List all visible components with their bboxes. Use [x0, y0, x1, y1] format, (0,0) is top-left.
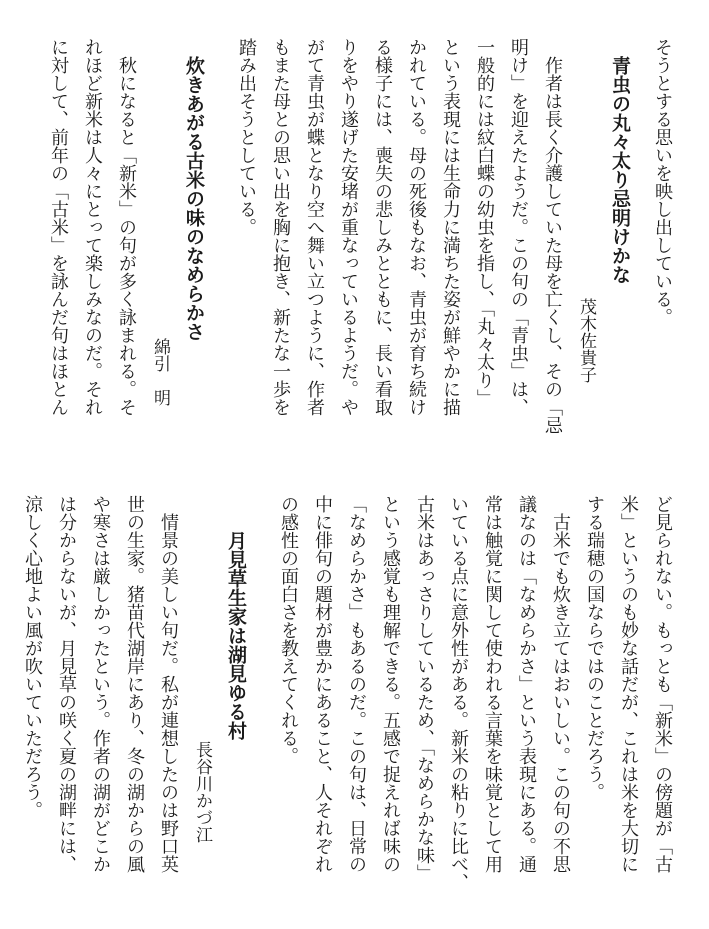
essay2-cont-line: 「なめらかさ」もあるのだ。この句は、日常の [346, 495, 367, 873]
haiku-title-tsukimisou: 月見草生家は湖見ゆる村 [225, 531, 247, 740]
essay1-line: 踏み出そうとしている。 [236, 38, 257, 236]
author-name-mogi: 茂木佐貴子 [576, 298, 596, 383]
essay2-cont-line: という感覚も理解できる。五感で捉えれば味の [380, 495, 401, 873]
essay3-line: 涼しく心地よい風が吹いていただろう。 [22, 495, 43, 819]
essay3-line: 情景の美しい句だ。私が連想したのは野口英 [158, 513, 179, 873]
essay2-line: 秋になると「新米」の句が多く詠まれる。そ [116, 56, 137, 416]
author-name-hasegawa: 長谷川かづ江 [192, 741, 212, 843]
essay2-cont-line: ど見られない。もっとも「新米」の傍題が「古 [652, 495, 673, 873]
haiku-title-komai: 炊きあがる古米の味のなめらかさ [183, 56, 205, 341]
essay2-cont-line: の感性の面白さを教えてくれる。 [278, 495, 299, 765]
essay1-line: がて青虫が蝶となり空へ舞い立つように、作者 [304, 38, 325, 416]
essay1-line: という表現には生命力に満ちた姿が鮮やかに描 [440, 38, 461, 416]
essay1-line: りをやり遂げた安堵が重なっているようだ。や [338, 38, 359, 416]
author-name-watabiki: 綿引 明 [150, 338, 170, 406]
top-text-tier [41, 38, 679, 458]
essay1-line: 明け」を迎えたようだ。この句の「青虫」は、 [508, 38, 529, 416]
essay2-line: に対して、前年の「古米」を詠んだ句はほとん [48, 38, 69, 416]
haiku-title-aomushi: 青虫の丸々太り忌明けかな [609, 56, 631, 284]
essay3-line: は分からないが、月見草の咲く夏の湖畔には、 [56, 495, 77, 873]
spacer [637, 38, 645, 458]
essay3-line: や寒さは厳しかったという。作者の湖がどこか [90, 495, 111, 873]
essay2-cont-line: する瑞穂の国ならではのことだろう。 [584, 495, 605, 801]
essay2-cont-line: 米」というのも妙な話だが、これは米を大切に [618, 495, 639, 873]
essay1-line: もまた母との思い出を胸に抱き、新たな一歩を [270, 38, 291, 416]
essay2-cont-line: 常は触覚に関して使われる言葉を味覚として用 [482, 495, 503, 873]
essay2-line: れほど新米は人々にとって楽しみなのだ。それ [82, 38, 103, 416]
essay2-cont-line: 中に俳句の題材が豊かにあること、人それぞれ [312, 495, 333, 873]
essay2-cont-line: 議なのは「なめらかさ」という表現にある。通 [516, 495, 537, 873]
spacer [253, 495, 271, 915]
essay1-line: る様子には、喪失の悲しみとともに、長い看取 [372, 38, 393, 416]
spacer [211, 38, 229, 458]
essay2-cont-line: 古米でも炊き立てはおいしい。この句の不思 [550, 513, 571, 873]
bottom-text-tier [15, 495, 679, 915]
essay3-line: 世の生家。猪苗代湖岸にあり、冬の湖からの風 [124, 495, 145, 873]
essay1-line: 作者は長く介護していた母を亡くし、その「忌 [542, 56, 563, 434]
essay2-cont-line: いている点に意外性がある。新米の粘りに比べ、 [448, 495, 469, 891]
essay1-line: 一般的には紋白蝶の幼虫を指し、「丸々太り」 [474, 38, 495, 407]
essay1-line: かれている。母の死後もなお、青虫が育ち続け [406, 38, 427, 416]
lead-line: そうとする思いを映し出している。 [652, 38, 673, 326]
essay2-cont-line: 古米はあっさりしているため、「なめらかな味」 [414, 495, 435, 882]
